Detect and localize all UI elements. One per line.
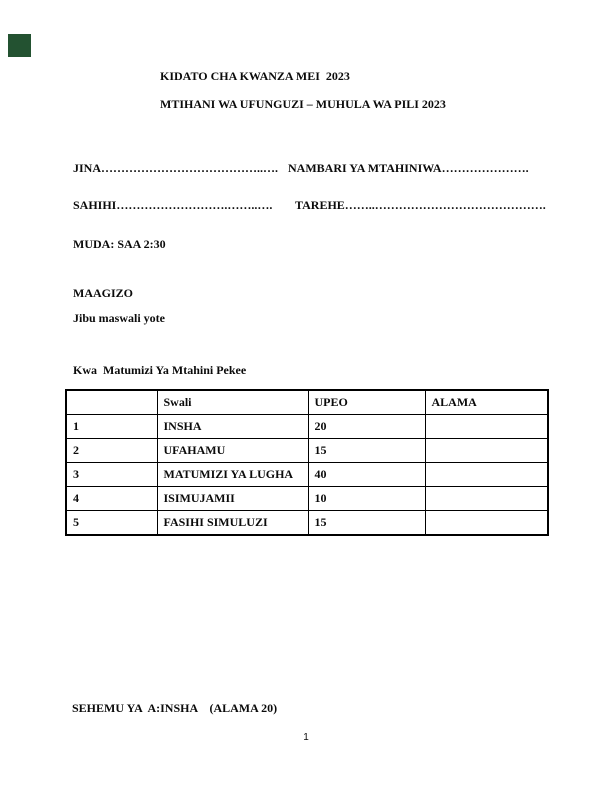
score-cell (425, 511, 548, 536)
row-number-cell: 2 (66, 439, 157, 463)
instructions-heading: MAAGIZO (73, 286, 133, 300)
exam-title-line1: KIDATO CHA KWANZA MEI 2023 (160, 69, 350, 83)
section-a-heading: SEHEMU YA A:INSHA (ALAMA 20) (72, 701, 278, 715)
max-marks-cell: 15 (308, 511, 425, 536)
subject-cell: MATUMIZI YA LUGHA (157, 463, 308, 487)
row-number-cell: 3 (66, 463, 157, 487)
name-field-label: JINA…………………………………..…. (73, 161, 279, 175)
subject-cell: INSHA (157, 415, 308, 439)
max-marks-cell: 10 (308, 487, 425, 511)
subject-cell: ISIMUJAMII (157, 487, 308, 511)
max-marks-cell: 20 (308, 415, 425, 439)
page-number: 1 (303, 732, 309, 743)
table-row (66, 463, 548, 487)
signature-field-label: SAHIHI……………………….……..…. (73, 198, 273, 212)
row-number-cell: 5 (66, 511, 157, 536)
max-marks-cell: 40 (308, 463, 425, 487)
table-row (66, 511, 548, 536)
exam-title-line2: MTIHANI WA UFUNGUZI – MUHULA WA PILI 2023 (160, 97, 446, 111)
header-cell-swali: Swali (157, 390, 308, 415)
row-number-cell: 4 (66, 487, 157, 511)
score-cell (425, 439, 548, 463)
header-cell-alama: ALAMA (425, 390, 548, 415)
date-field-label: TAREHE……..……………………………………. (295, 198, 546, 212)
score-cell (425, 463, 548, 487)
subject-cell: UFAHAMU (157, 439, 308, 463)
score-cell (425, 415, 548, 439)
duration-label: MUDA: SAA 2:30 (73, 237, 166, 251)
table-row (66, 439, 548, 463)
corner-marker (8, 34, 31, 57)
examiner-table-caption: Kwa Matumizi Ya Mtahini Pekee (73, 363, 247, 377)
marks-table (65, 389, 549, 536)
candidate-number-field-label: NAMBARI YA MTAHINIWA…………………. (288, 161, 529, 175)
table-row (66, 415, 548, 439)
header-cell-upeo: UPEO (308, 390, 425, 415)
row-number-cell: 1 (66, 415, 157, 439)
subject-cell: FASIHI SIMULUZI (157, 511, 308, 536)
score-cell (425, 487, 548, 511)
max-marks-cell: 15 (308, 439, 425, 463)
marks-table-header-row (66, 390, 548, 415)
header-cell-blank (66, 390, 157, 415)
table-row (66, 487, 548, 511)
instruction-text: Jibu maswali yote (73, 311, 166, 325)
